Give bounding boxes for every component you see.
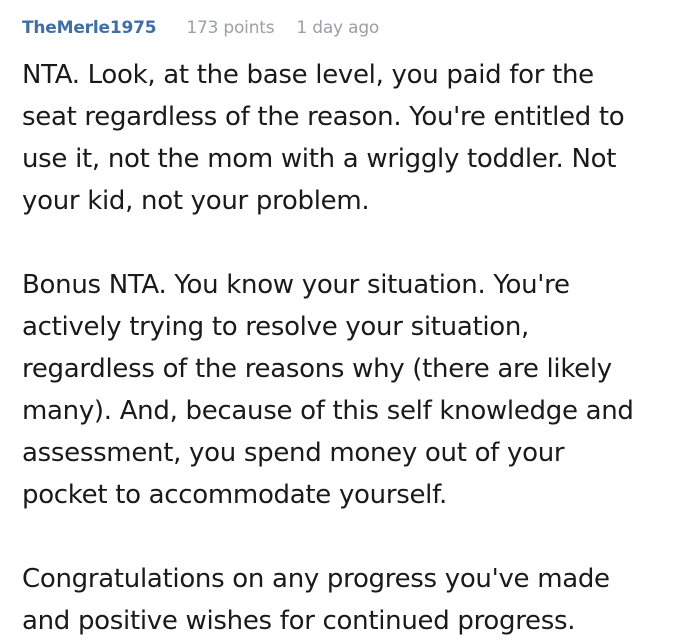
- timestamp: 1 day ago: [296, 18, 380, 38]
- text-line: and positive wishes for continued progress.: [22, 606, 576, 636]
- comment-body: [22, 54, 694, 642]
- text-line: use it, not the mom with a wriggly toddler. Not: [22, 144, 617, 174]
- text-line: NTA. Look, at the base level, you paid for the: [22, 60, 594, 90]
- text-line: many). And, because of this self knowledge and: [22, 396, 634, 426]
- text-line: pocket to accommodate yourself.: [22, 480, 447, 510]
- text-line: actively trying to resolve your situation,: [22, 312, 530, 342]
- text-line: seat regardless of the reason. You're entitled to: [22, 102, 625, 132]
- comment-paragraph-1: [22, 54, 694, 222]
- comment-paragraph-2: [22, 264, 694, 516]
- author-username-link[interactable]: TheMerle1975: [22, 18, 157, 38]
- text-line: assessment, you spend money out of your: [22, 438, 565, 468]
- points-count: 173 points: [186, 18, 275, 38]
- comment-paragraph-3: [22, 558, 694, 642]
- text-line: Congratulations on any progress you've made: [22, 564, 610, 594]
- text-line: regardless of the reasons why (there are likely: [22, 354, 612, 384]
- text-line: Bonus NTA. You know your situation. You're: [22, 270, 570, 300]
- text-line: your kid, not your problem.: [22, 186, 370, 216]
- comment-meta: [22, 18, 694, 44]
- comment: [22, 18, 694, 642]
